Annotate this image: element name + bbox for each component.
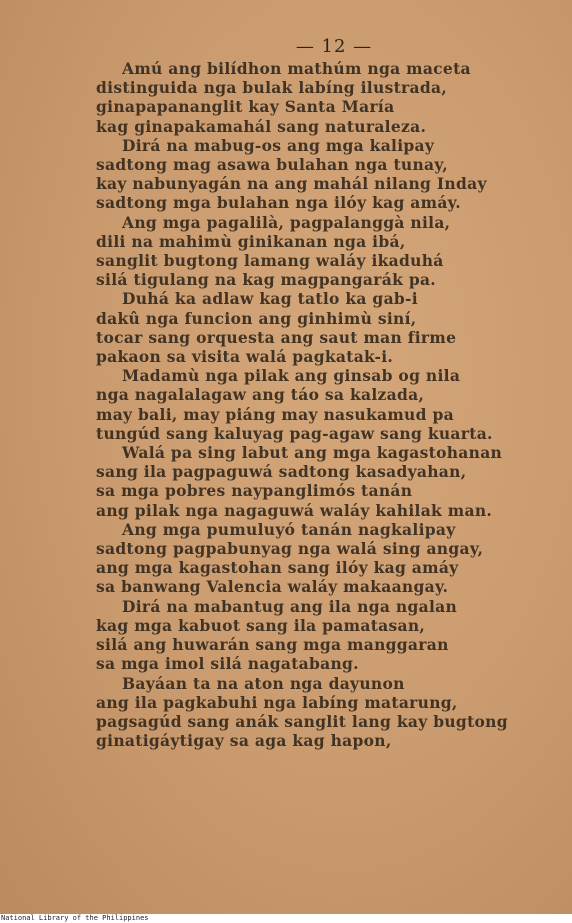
poem-line: tungúd sang kaluyag pag-agaw sang kuarta. — [96, 423, 493, 443]
poem-line: sang ila pagpaguwá sadtong kasadyahan, — [96, 462, 467, 482]
poem-line: Madamù nga pilak ang ginsab og nila — [122, 366, 461, 386]
poem-line: sa banwang Valencia waláy makaangay. — [96, 577, 449, 597]
poem-line: ginatigáytigay sa aga kag hapon, — [96, 731, 392, 751]
poem-line: silá tigulang na kag magpangarák pa. — [96, 270, 436, 290]
poem-line: sanglit bugtong lamang waláy ikaduhá — [96, 251, 444, 271]
poem-line: Duhá ka adlaw kag tatlo ka gab-i — [122, 289, 418, 309]
poem-line: ginapapananglit kay Santa María — [96, 97, 395, 117]
poem-body — [96, 59, 552, 750]
poem-line: Dirá na mabantug ang ila nga ngalan — [122, 596, 458, 616]
poem-line: nga nagalalagaw ang táo sa kalzada, — [96, 385, 425, 405]
poem-line: Ang mga pumuluyó tanán nagkalipay — [122, 519, 456, 539]
poem-line: Ang mga pagalilà, pagpalanggà nila, — [122, 212, 451, 232]
poem-line: kag ginapakamahál sang naturaleza. — [96, 116, 427, 136]
poem-line: kay nabunyagán na ang mahál nilang Inday — [96, 174, 487, 194]
poem-line: Amú ang bilídhon mathúm nga maceta — [122, 59, 471, 78]
footer-credit: National Library of the Philippines — [0, 914, 572, 923]
poem-line: sa mga pobres naypanglimós tanán — [96, 481, 413, 501]
stanza — [96, 674, 552, 751]
stanza — [96, 520, 552, 597]
poem-line: may bali, may piáng may nasukamud pa — [96, 404, 454, 424]
page-number: — 12 — — [295, 36, 373, 57]
poem-line: dakû nga funcion ang ginhimù siní, — [96, 308, 417, 328]
poem-line: silá ang huwarán sang mga manggaran — [96, 635, 449, 655]
poem-line: pakaon sa visita walá pagkatak-i. — [96, 347, 394, 367]
poem-line: Dirá na mabug-os ang mga kalipay — [122, 135, 435, 155]
stanza — [96, 136, 552, 213]
poem-line: sadtong pagpabunyag nga walá sing angay, — [96, 539, 484, 559]
poem-line: ang mga kagastohan sang ilóy kag amáy — [96, 558, 459, 578]
poem-line: sadtong mga bulahan nga ilóy kag amáy. — [96, 193, 461, 213]
poem-line: sa mga imol silá nagatabang. — [96, 654, 359, 674]
poem-line: tocar sang orquesta ang saut man firme — [96, 327, 457, 347]
stanza — [96, 213, 552, 290]
poem-line: Bayáan ta na aton nga dayunon — [122, 673, 405, 693]
stanza — [96, 289, 552, 366]
poem-line: distinguida nga bulak labíng ilustrada, — [96, 78, 448, 98]
poem-line: dili na mahimù ginikanan nga ibá, — [96, 231, 406, 251]
stanza — [96, 443, 552, 520]
poem-line: sadtong mag asawa bulahan nga tunay, — [96, 155, 448, 175]
stanza — [96, 597, 552, 674]
poem-line: Walá pa sing labut ang mga kagastohanan — [122, 443, 503, 463]
stanza — [96, 59, 552, 136]
poem-line: ang ila pagkabuhi nga labíng matarung, — [96, 692, 458, 712]
stanza — [96, 366, 552, 443]
poem-line: pagsagúd sang anák sanglit lang kay bugtong — [96, 711, 508, 731]
poem-line: ang pilak nga nagaguwá waláy kahilak man. — [96, 500, 493, 520]
poem-line: kag mga kabuot sang ila pamatasan, — [96, 615, 426, 635]
